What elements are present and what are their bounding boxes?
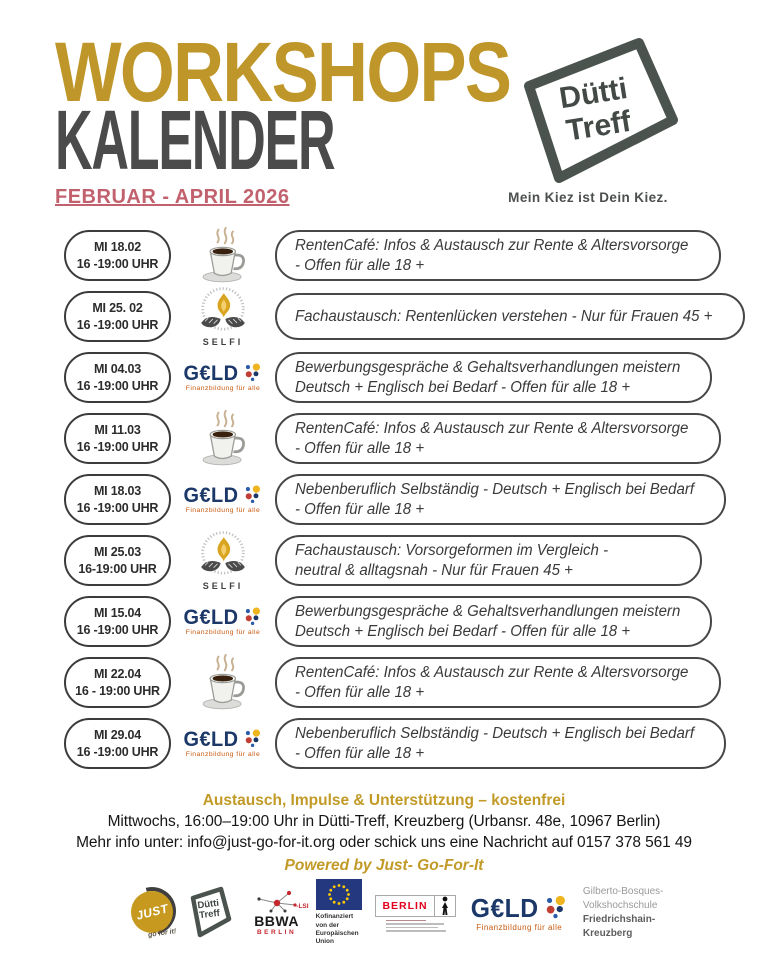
duetti-logo-line1: Dütti [556,72,630,116]
date-pill [64,535,171,586]
desc-line: Nebenberuflich Selbständig - Deutsch + Englisch bei Bedarf [295,480,695,498]
desc-line: Nebenberuflich Selbständig - Deutsch + Englisch bei Bedarf [295,724,695,742]
coffee-cup-icon [194,654,252,712]
geld-subtitle: Finanzbildung für alle [185,751,261,759]
geld-dots-icon [242,484,264,506]
just-logo-word: JUST [134,901,170,923]
desc-line: RentenCafé: Infos & Austausch zur Rente & Altersvorsorge [295,419,689,437]
geld-wordmark: G€LD [183,483,239,507]
geld-subtitle: Finanzbildung für alle [476,923,563,932]
date-time: 16 -19:00 UHR [76,744,159,759]
date-day: MI 25. 02 [92,301,143,316]
date-pill [64,352,171,403]
workshop-row-8 [64,656,702,709]
duetti-treff-logo [478,28,698,205]
workshop-row-5 [64,473,702,526]
geld-logo [182,606,264,637]
date-time: 16 -19:00 UHR [76,256,159,271]
date-time: 16 - 19:00 UHR [75,683,160,698]
berlin-caption-lines [386,920,446,932]
desc-line: - Offen für alle 18 + [295,256,425,274]
workshop-description [275,230,721,282]
date-time: 16 -19:00 UHR [76,622,159,637]
duetti-mini-line2: Treff [198,908,221,922]
desc-line: - Offen für alle 18 + [295,500,425,518]
desc-line: Deutsch + Englisch bei Bedarf - Offen für alle 18 + [295,622,631,640]
eu-caption-line1: Kofinanziert von der [315,913,354,929]
just-go-for-it-logo [128,887,177,939]
berlin-wordmark: BERLIN [382,899,428,912]
geld-wordmark: G€LD [183,605,239,629]
workshop-row-6 [64,534,702,591]
geld-logo-large [469,894,570,932]
workshop-description [275,657,721,709]
desc-line: - Offen für alle 18 + [295,744,425,762]
title-workshops: WORKSHOPS [55,25,511,119]
workshop-row-3 [64,351,702,404]
geld-logo [182,728,264,759]
date-day: MI 18.03 [93,484,142,499]
workshop-description [275,718,726,770]
date-time: 16 -19:00 UHR [76,378,159,393]
date-pill [64,474,171,525]
volkshochschule-label [583,885,698,941]
date-time: 16 -19:00 UHR [76,500,159,515]
date-day: MI 22.04 [93,667,142,682]
footer-info [0,792,768,875]
berlin-senate-logo [375,895,455,932]
geld-wordmark: G€LD [183,727,239,751]
desc-line: Bewerbungsgespräche & Gehaltsverhandlungen meistern [295,358,681,376]
date-pill [64,596,171,647]
desc-line: Fachaustausch: Vorsorgeformen im Vergleich - [295,541,609,559]
eu-cofunded-logo [316,879,363,947]
vhs-line2: Friedrichshain-Kreuzberg [582,914,656,939]
geld-subtitle: Finanzbildung für alle [185,385,261,393]
selfi-hands-flame-icon [198,287,248,337]
desc-line: Fachaustausch: Rentenlücken verstehen - Nur für Frauen 45 + [295,307,713,325]
duetti-logo-line2: Treff [563,104,633,148]
geld-logo [182,362,264,393]
selfi-hands-flame-icon [198,531,248,581]
desc-line: RentenCafé: Infos & Austausch zur Rente & Altersvorsorge [295,236,689,254]
date-day: MI 04.03 [93,362,142,377]
date-time: 16 -19:00 UHR [76,317,159,332]
bbwa-city: BERLIN [256,929,297,936]
geld-subtitle: Finanzbildung für alle [185,507,261,515]
berlin-figure-icon [439,896,451,916]
date-time: 16 -19:00 UHR [76,439,159,454]
selfi-label: SELFI [202,336,244,347]
geld-wordmark: G€LD [470,893,539,923]
eu-caption-line2: Europäischen Union [315,930,359,946]
workshop-description [275,596,712,648]
partner-logos [128,880,698,946]
workshop-row-1 [64,229,702,282]
bbwa-name: BBWA [254,913,299,929]
geld-subtitle: Finanzbildung für alle [185,629,261,637]
date-day: MI 25.03 [93,545,142,560]
selfi-logo [198,531,248,591]
desc-line: neutral & alltagsnah - Nur für Frauen 45 + [295,561,573,579]
geld-dots-icon [242,362,264,384]
workshop-row-2 [64,290,713,347]
desc-line: Deutsch + Englisch bei Bedarf - Offen für alle 18 + [295,378,631,396]
workshop-row-4 [64,412,702,465]
footer-powered-by: Powered by Just- Go-For-It [284,857,484,874]
date-range: FEBRUAR - APRIL 2026 [55,186,290,209]
footer-contact: Mehr info unter: info@just-go-for-it.org oder schick uns eine Nachricht auf 0157 378 561 49 [76,834,692,851]
date-pill [64,657,171,708]
date-pill [64,291,171,342]
selfi-logo [198,287,248,347]
selfi-label: SELFI [202,580,244,591]
geld-dots-icon [242,606,264,628]
workshop-description [275,352,712,404]
workshop-description [275,293,745,340]
date-pill [64,413,171,464]
desc-line: - Offen für alle 18 + [295,683,425,701]
eu-flag-icon [316,879,362,910]
geld-logo [182,484,264,515]
date-day: MI 11.03 [94,423,141,438]
coffee-cup-icon [194,227,252,285]
date-day: MI 15.04 [93,606,142,621]
workshop-list [64,229,713,770]
just-logo-script: go for it! [147,928,177,939]
workshop-row-7 [64,595,702,648]
date-pill [64,718,171,769]
date-time: 16-19:00 UHR [78,561,157,576]
duetti-mini-line1: Dütti [196,897,220,912]
desc-line: RentenCafé: Infos & Austausch zur Rente & Altersvorsorge [295,663,689,681]
workshop-row-9 [64,717,702,770]
bbwa-network-icon [251,890,303,914]
title-kalender: KALENDER [55,93,335,188]
geld-wordmark: G€LD [183,361,239,385]
geld-dots-icon [542,894,570,922]
duetti-treff-frame-icon [491,28,686,188]
bbwa-lsi-label: -LSI [296,903,309,910]
desc-line: Bewerbungsgespräche & Gehaltsverhandlungen meistern [295,602,681,620]
footer-highlight: Austausch, Impulse & Unterstützung – kostenfrei [202,792,566,809]
workshop-description [275,413,721,465]
geld-dots-icon [242,728,264,750]
bbwa-logo [251,890,309,936]
duetti-treff-mini-logo [180,883,238,943]
brand-tagline: Mein Kiez ist Dein Kiez. [508,190,668,205]
date-day: MI 29.04 [93,728,142,743]
workshop-description [275,474,726,526]
workshop-description [275,535,702,587]
just-logo-circle [131,891,173,933]
date-pill [64,230,171,281]
footer-schedule: Mittwochs, 16:00–19:00 Uhr in Dütti-Treff, Kreuzberg (Urbansr. 48e, 10967 Berlin) [107,813,661,830]
vhs-line1: Gilberto-Bosques-Volkshochschule [582,886,664,911]
desc-line: - Offen für alle 18 + [295,439,425,457]
coffee-cup-icon [194,410,252,468]
date-day: MI 18.02 [93,240,142,255]
